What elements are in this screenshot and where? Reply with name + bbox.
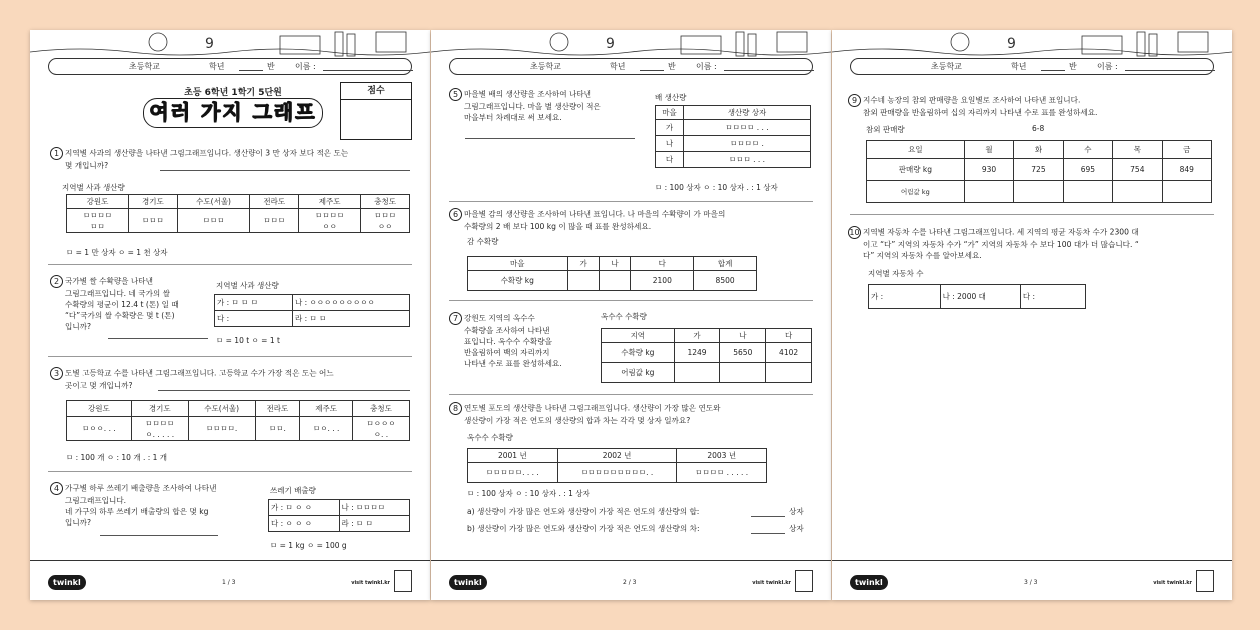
- question-text-cont: 그림그래프입니다. 네 국가의 쌀: [65, 289, 171, 298]
- question-text-cont: 곳이고 몇 개입니까?: [65, 381, 133, 390]
- table-cell: 2100: [631, 271, 694, 291]
- page-footer: [30, 560, 430, 600]
- table-cell: ㅁㅁㅁ . . .: [684, 152, 811, 168]
- answer-cell[interactable]: [720, 363, 766, 383]
- answer-line-2[interactable]: [108, 338, 208, 339]
- question-number: 7: [449, 312, 462, 325]
- question-5: [449, 88, 659, 123]
- divider: [449, 201, 813, 202]
- table-header: 수: [1063, 141, 1112, 159]
- answer-cell[interactable]: [599, 271, 631, 291]
- table-header: 나: [599, 257, 631, 271]
- table-header: 요일: [867, 141, 965, 159]
- answer-line-4[interactable]: [100, 535, 218, 536]
- question-number: 3: [50, 367, 63, 380]
- table-header: 수도(서울): [177, 195, 250, 209]
- question-9: [848, 94, 1218, 118]
- table-cell: ㅁㅇㅇㅇ ㅇ. .: [353, 417, 410, 441]
- table-header: 생산량 상자: [684, 106, 811, 120]
- question-text: 마을별 배의 생산량을 조사하여 나타낸: [464, 89, 592, 99]
- question-text-cont: 이고 “다” 지역의 자동차 수가 “가” 지역의 자동차 수 보다 100 대가 더 많습니다. “: [863, 240, 1139, 249]
- question-text: 지수네 농장의 참외 판매량을 요일별로 조사하여 나타낸 표입니다.: [863, 95, 1081, 105]
- table-header: 강원도: [67, 195, 129, 209]
- table-header: 충청도: [361, 195, 410, 209]
- table-header: 다: [631, 257, 694, 271]
- answer-cell[interactable]: [1063, 181, 1112, 203]
- visit-link[interactable]: visit twinkl.kr: [351, 580, 390, 586]
- title-main: 여러 가지 그래프: [143, 98, 323, 128]
- graph-caption: 옥수수 수확량: [467, 433, 513, 442]
- data-table-7: [601, 328, 812, 383]
- graph-caption: 지역별 자동차 수: [868, 269, 924, 278]
- pictograph-table-2: [214, 294, 410, 327]
- answer-cell[interactable]: [567, 271, 599, 291]
- unit-label: 상자: [789, 524, 804, 533]
- answer-cell[interactable]: [1014, 181, 1063, 203]
- answer-cell[interactable]: 다 :: [1020, 285, 1085, 309]
- table-header: 마을: [656, 106, 684, 120]
- svg-text:9: 9: [205, 36, 214, 52]
- question-text-cont: 반올림하여 백의 자리까지: [464, 348, 550, 357]
- question-text-cont: 네 가구의 하루 쓰레기 배출량의 합은 몇 kg: [65, 507, 209, 516]
- table-header: 합계: [694, 257, 757, 271]
- table-cell: ㅁㅁㅁㅁ ㅇ. . . . .: [131, 417, 188, 441]
- table-cell: 가: [656, 120, 684, 136]
- table-cell: 다 : ㅇ ㅇ ㅇ: [269, 516, 340, 532]
- question-text-cont: 몇 개입니까?: [65, 161, 109, 170]
- divider: [48, 471, 412, 472]
- page-number: 2 / 3: [623, 579, 637, 586]
- question-8: [449, 402, 819, 426]
- quality-badge-icon: [394, 570, 412, 592]
- table-header: 경기도: [131, 401, 188, 417]
- score-label: 점수: [341, 83, 411, 100]
- question-1: [50, 147, 420, 171]
- answer-line-8b[interactable]: [751, 533, 785, 534]
- answer-cell[interactable]: [766, 363, 812, 383]
- table-cell: ㅁㅁㅁㅁ ㅇㅇ: [299, 209, 361, 233]
- table-cell: 8500: [694, 271, 757, 291]
- table-cell[interactable]: 다 :: [215, 311, 293, 327]
- question-text-cont: 입니까?: [65, 518, 92, 527]
- page-number: 1 / 3: [222, 579, 236, 586]
- student-info-bar: [850, 58, 1214, 75]
- question-2: [50, 275, 220, 332]
- table-header: 2003 년: [677, 449, 767, 463]
- pictograph-table-8: [467, 448, 767, 483]
- table-cell: ㅁㅁㅁㅁ . . .: [684, 120, 811, 136]
- graph-caption: 참외 판매량: [866, 125, 905, 134]
- table-cell: 나 : 2000 대: [940, 285, 1020, 309]
- table-cell: ㅁㅁㅁㅁ ㅁㅁ: [67, 209, 129, 233]
- table-header: 금: [1162, 141, 1211, 159]
- table-cell: 수확량 kg: [602, 343, 675, 363]
- table-header: 강원도: [67, 401, 132, 417]
- worksheet-page-1: [30, 30, 430, 600]
- divider: [449, 300, 813, 301]
- question-text: 연도별 포도의 생산량을 나타낸 그림그래프입니다. 생산량이 가장 많은 연도와: [464, 403, 721, 413]
- grade-label: 학년: [610, 62, 626, 71]
- graph-caption: 지역별 사과 생산량: [62, 183, 125, 192]
- table-cell: 849: [1162, 159, 1211, 181]
- table-header: 경기도: [128, 195, 177, 209]
- pictograph-table-1: [66, 194, 410, 233]
- table-cell: ㅁㅁㅁ: [177, 209, 250, 233]
- school-label: 초등학교: [129, 62, 160, 71]
- graph-caption: 배 생산량: [655, 93, 687, 102]
- answer-cell[interactable]: [674, 363, 720, 383]
- divider: [850, 214, 1214, 215]
- visit-link[interactable]: visit twinkl.kr: [752, 580, 791, 586]
- school-label: 초등학교: [931, 62, 962, 71]
- quality-badge-icon: [795, 570, 813, 592]
- name-blank[interactable]: [724, 70, 814, 71]
- table-header: 마을: [468, 257, 568, 271]
- divider: [48, 264, 412, 265]
- school-doodle-header-icon: [431, 30, 831, 60]
- table-header: 2001 년: [468, 449, 558, 463]
- pictograph-table-4: [268, 499, 410, 532]
- question-text-cont: 나타낸 수로 표를 완성하세요.: [464, 359, 562, 368]
- question-text: 마을별 감의 생산량을 조사하여 나타낸 표입니다. 나 마을의 수확량이 가 마을의: [464, 209, 726, 219]
- question-text: 도별 고등학교 수를 나타낸 그림그래프입니다. 고등학교 수가 가장 적은 도는 어느: [65, 368, 334, 378]
- question-text-cont: 그림그래프입니다. 마을 별 생산량이 적은: [464, 102, 601, 111]
- name-blank[interactable]: [323, 70, 413, 71]
- table-cell: 가 : ㅁ ㅇ ㅇ: [269, 500, 340, 516]
- table-cell: 754: [1113, 159, 1162, 181]
- table-cell: ㅁㅁㅁ: [250, 209, 299, 233]
- table-header: 가: [567, 257, 599, 271]
- question-text-cont: 참외 판매량을 반올림하여 십의 자리까지 나타낸 수로 표를 완성하세요.: [863, 108, 1098, 117]
- table-header: 제주도: [300, 401, 353, 417]
- question-text-cont: 표입니다. 옥수수 수확량을: [464, 337, 552, 346]
- table-cell: 725: [1014, 159, 1063, 181]
- graph-legend: ㅁ : 100 상자 ㅇ : 10 상자 . : 1 상자: [467, 489, 590, 498]
- visit-link[interactable]: visit twinkl.kr: [1153, 580, 1192, 586]
- table-cell: 수확량 kg: [468, 271, 568, 291]
- question-text-cont: 마을부터 차례대로 써 보세요.: [464, 113, 562, 122]
- graph-legend: ㅁ : 100 상자 ㅇ : 10 상자 . : 1 상자: [655, 183, 778, 192]
- name-label: 이름 :: [295, 62, 316, 71]
- table-header: 충청도: [353, 401, 410, 417]
- table-header: 전라도: [255, 401, 300, 417]
- table-cell: 1249: [674, 343, 720, 363]
- question-number: 4: [50, 482, 63, 495]
- class-blank[interactable]: [1041, 70, 1065, 71]
- question-number: 8: [449, 402, 462, 415]
- data-table-6: [467, 256, 757, 291]
- class-blank[interactable]: [239, 70, 263, 71]
- table-cell: 판매량 kg: [867, 159, 965, 181]
- twinkl-logo: twinkl: [850, 575, 888, 590]
- class-blank[interactable]: [640, 70, 664, 71]
- answer-cell[interactable]: 가 :: [869, 285, 941, 309]
- graph-caption: 옥수수 수확량: [601, 312, 647, 321]
- svg-text:9: 9: [606, 36, 615, 52]
- table-cell: 나 : ㅁㅁㅁㅁ: [339, 500, 410, 516]
- table-cell: ㅁㅁㅁ: [128, 209, 177, 233]
- page-footer: [832, 560, 1232, 600]
- worksheet-title: [138, 85, 328, 135]
- class-label: 반: [1069, 62, 1077, 71]
- title-subtitle: 초등 6학년 1학기 5단원: [184, 88, 282, 98]
- table-cell: 930: [964, 159, 1013, 181]
- pictograph-table-5: [655, 105, 811, 168]
- question-text-cont: 수확량을 조사하여 나타낸: [464, 326, 550, 335]
- table-cell: ㅁㅇ. . .: [300, 417, 353, 441]
- divider: [449, 394, 813, 395]
- table-header: 지역: [602, 329, 675, 343]
- twinkl-logo: twinkl: [449, 575, 487, 590]
- graph-legend: ㅁ : 100 개 ㅇ : 10 개 . : 1 개: [66, 453, 168, 462]
- table-cell: 5650: [720, 343, 766, 363]
- table-cell: 어림값 kg: [602, 363, 675, 383]
- graph-legend: ㅁ = 1 만 상자 ㅇ = 1 천 상자: [66, 248, 168, 257]
- table-cell: 어림값 kg: [867, 181, 965, 203]
- question-10: [848, 226, 1218, 261]
- table-header: 수도(서울): [188, 401, 255, 417]
- worksheet-page-3: [832, 30, 1232, 600]
- question-text-cont: 그림그래프입니다.: [65, 496, 127, 505]
- question-7: [449, 312, 609, 369]
- table-header: 2002 년: [557, 449, 677, 463]
- question-number: 5: [449, 88, 462, 101]
- table-header: 목: [1113, 141, 1162, 159]
- graph-caption-right: 6-8: [1032, 124, 1045, 133]
- table-cell: ㅁㅇㅇ. . .: [67, 417, 132, 441]
- question-text: 가구별 하루 쓰레기 배출량을 조사하여 나타낸: [65, 483, 217, 493]
- table-header: 전라도: [250, 195, 299, 209]
- question-number: 1: [50, 147, 63, 160]
- worksheet-page-2: [431, 30, 831, 600]
- pictograph-table-3: [66, 400, 410, 441]
- answer-cell[interactable]: [964, 181, 1013, 203]
- student-info-bar: [449, 58, 813, 75]
- answer-cell[interactable]: [1113, 181, 1162, 203]
- answer-line-5[interactable]: [465, 138, 635, 139]
- table-cell: ㅁㅁㅁㅁ.: [188, 417, 255, 441]
- grade-label: 학년: [1011, 62, 1027, 71]
- table-header: 다: [766, 329, 812, 343]
- table-cell: 다: [656, 152, 684, 168]
- table-cell: ㅁㅁ.: [255, 417, 300, 441]
- question-6: [449, 208, 819, 232]
- data-table-9: [866, 140, 1212, 203]
- table-cell: 695: [1063, 159, 1112, 181]
- class-label: 반: [668, 62, 676, 71]
- twinkl-logo: twinkl: [48, 575, 86, 590]
- table-cell: ㅁㅁㅁㅁㅁ. . . .: [468, 463, 558, 483]
- table-cell: ㅁㅁㅁㅁ . . . . .: [677, 463, 767, 483]
- table-cell: ㅁㅁㅁㅁㅁㅁㅁㅁㅁ. .: [557, 463, 677, 483]
- table-header: 화: [1014, 141, 1063, 159]
- subquestion-b: b) 생산량이 가장 많은 연도와 생산량이 가장 적은 연도의 생산량의 차:: [467, 524, 700, 533]
- graph-legend: ㅁ = 1 kg ㅇ = 100 g: [270, 541, 347, 550]
- divider: [48, 356, 412, 357]
- table-header: 가: [674, 329, 720, 343]
- school-doodle-header-icon: [30, 30, 430, 60]
- table-cell: 나 : ㅇㅇㅇㅇㅇㅇㅇㅇㅇ: [293, 295, 410, 311]
- page-footer: [431, 560, 831, 600]
- student-info-bar: [48, 58, 412, 75]
- question-text: 강원도 지역의 옥수수: [464, 313, 535, 323]
- school-doodle-header-icon: [832, 30, 1232, 60]
- question-number: 2: [50, 275, 63, 288]
- table-cell: 라 : ㅁ ㅁ: [293, 311, 410, 327]
- quality-badge-icon: [1196, 570, 1214, 592]
- graph-caption: 감 수확량: [467, 237, 499, 246]
- table-header: 제주도: [299, 195, 361, 209]
- name-label: 이름 :: [696, 62, 717, 71]
- graph-caption: 쓰레기 배출량: [270, 486, 316, 495]
- question-text-cont: 수확량의 2 배 보다 100 kg 이 많을 때 표를 완성하세요.: [464, 222, 652, 231]
- table-cell: 가 : ㅁ ㅁ ㅁ: [215, 295, 293, 311]
- question-text-cont: 다” 지역의 자동차 수를 알아보세요.: [863, 251, 982, 260]
- question-4: [50, 482, 280, 528]
- table-cell: ㅁㅁㅁㅁ .: [684, 136, 811, 152]
- graph-legend: ㅁ = 10 t ㅇ = 1 t: [216, 336, 280, 345]
- name-blank[interactable]: [1125, 70, 1215, 71]
- question-text-cont: 수확량의 평균이 12.4 t (톤) 일 때: [65, 300, 179, 309]
- question-text: 지역별 사과의 생산량을 나타낸 그림그래프입니다. 생산량이 3 만 상자 보다 적은 도는: [65, 148, 349, 158]
- class-label: 반: [267, 62, 275, 71]
- question-text-cont: 생산량이 가장 적은 연도의 생산량의 합과 차는 각각 몇 상자 일까요?: [464, 416, 691, 425]
- name-label: 이름 :: [1097, 62, 1118, 71]
- subquestion-a: a) 생산량이 가장 많은 연도와 생산량이 가장 적은 연도의 생산량의 합:: [467, 507, 700, 516]
- pictograph-table-10: [868, 284, 1086, 309]
- question-number: 6: [449, 208, 462, 221]
- answer-line-1[interactable]: [160, 170, 410, 171]
- table-cell: 나: [656, 136, 684, 152]
- table-header: 월: [964, 141, 1013, 159]
- table-cell: 라 : ㅁ ㅁ: [339, 516, 410, 532]
- page-number: 3 / 3: [1024, 579, 1038, 586]
- graph-caption: 지역별 사과 생산량: [216, 281, 279, 290]
- question-number: 9: [848, 94, 861, 107]
- unit-label: 상자: [789, 507, 804, 516]
- question-text: 국가별 쌀 수확량을 나타낸: [65, 276, 153, 286]
- answer-cell[interactable]: [1162, 181, 1211, 203]
- svg-text:9: 9: [1007, 36, 1016, 52]
- question-text-cont: 입니까?: [65, 322, 92, 331]
- school-label: 초등학교: [530, 62, 561, 71]
- table-cell: 4102: [766, 343, 812, 363]
- question-number: 10: [849, 228, 860, 237]
- grade-label: 학년: [209, 62, 225, 71]
- question-text-cont: “다”국가의 쌀 수확량은 몇 t (톤): [65, 311, 175, 320]
- question-text: 지역별 자동차 수를 나타낸 그림그래프입니다. 세 지역의 평균 자동차 수가 2300 대: [863, 227, 1139, 237]
- question-3: [50, 367, 420, 391]
- score-box[interactable]: [340, 82, 412, 140]
- table-cell: ㅁㅁㅁ ㅇㅇ: [361, 209, 410, 233]
- table-header: 나: [720, 329, 766, 343]
- answer-line-3[interactable]: [158, 390, 410, 391]
- answer-line-8a[interactable]: [751, 516, 785, 517]
